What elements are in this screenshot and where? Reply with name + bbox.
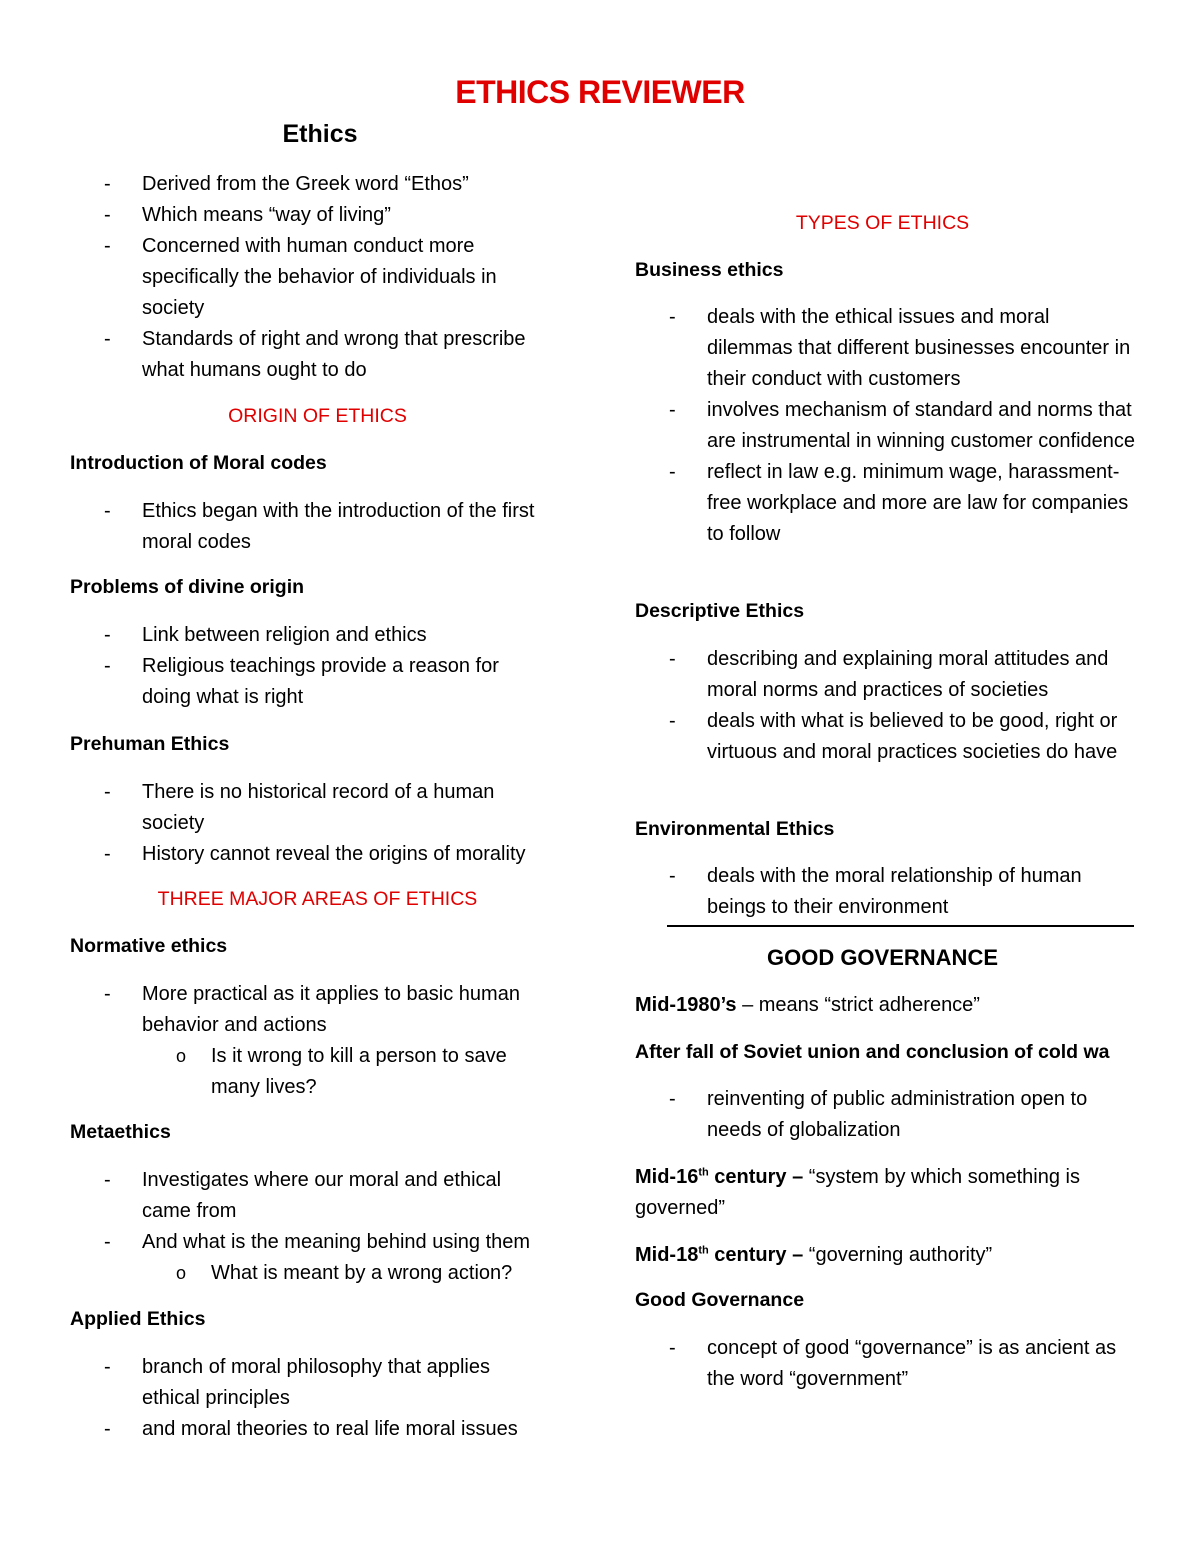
mid-16th-sup: th	[698, 1166, 709, 1179]
list-item: - And what is the meaning behind using them	[70, 1227, 570, 1258]
list-item: - reflect in law e.g. minimum wage, harassment-free workplace and more are law for companies to follow	[635, 457, 1140, 550]
list-item: - concept of good “governance” is as ancient as the word “government”	[635, 1333, 1140, 1395]
mid-1980s-line	[635, 994, 980, 1017]
list-item: - Link between religion and ethics	[70, 620, 570, 651]
metaethics-list	[70, 1165, 570, 1289]
good-governance-list	[635, 1333, 1140, 1395]
list-item: - branch of moral philosophy that applies ethical principles	[70, 1352, 570, 1414]
prehuman-list	[70, 777, 570, 870]
origin-heading: ORIGIN OF ETHICS	[228, 405, 407, 427]
list-item: - Which means “way of living”	[70, 200, 570, 231]
mid-18th-label-rest: century –	[708, 1244, 809, 1266]
descriptive-ethics-list	[635, 644, 1140, 768]
sub-list-item: o What is meant by a wrong action?	[70, 1258, 570, 1289]
list-item: - Standards of right and wrong that prescribe what humans ought to do	[70, 324, 570, 386]
moral-codes-list	[70, 496, 570, 558]
moral-codes-title: Introduction of Moral codes	[70, 452, 327, 474]
list-item: - Derived from the Greek word “Ethos”	[70, 169, 570, 200]
mid-16th-label-rest: century –	[708, 1166, 809, 1188]
applied-title: Applied Ethics	[70, 1308, 206, 1330]
list-item: - deals with what is believed to be good, right or virtuous and moral practices societies do have	[635, 706, 1140, 768]
list-item: - Ethics began with the introduction of the first moral codes	[70, 496, 570, 558]
metaethics-title: Metaethics	[70, 1121, 171, 1143]
mid-16th-line	[635, 1162, 1135, 1224]
list-item: - There is no historical record of a human society	[70, 777, 570, 839]
normative-title: Normative ethics	[70, 935, 228, 957]
list-item: - describing and explaining moral attitudes and moral norms and practices of societies	[635, 644, 1140, 706]
list-item: - More practical as it applies to basic human behavior and actions	[70, 979, 570, 1041]
soviet-list	[635, 1084, 1140, 1146]
divine-origin-title: Problems of divine origin	[70, 576, 305, 598]
environmental-ethics-list	[635, 861, 1140, 923]
mid-18th-text: “governing authority”	[808, 1244, 993, 1266]
mid-18th-line	[635, 1240, 1135, 1271]
list-item: - deals with the moral relationship of human beings to their environment	[635, 861, 1140, 923]
normative-list	[70, 979, 570, 1103]
sub-list-item: o Is it wrong to kill a person to save many lives?	[70, 1041, 570, 1103]
ethics-definition-list	[70, 169, 570, 386]
business-ethics-title: Business ethics	[635, 259, 784, 281]
applied-list	[70, 1352, 570, 1445]
environmental-ethics-title: Environmental Ethics	[635, 818, 835, 840]
page-title: ETHICS REVIEWER	[455, 74, 745, 110]
mid-16th-text: “system by which something is governed”	[635, 1166, 1080, 1219]
mid-1980s-label: Mid-1980’s	[635, 994, 737, 1016]
list-item: - and moral theories to real life moral issues	[70, 1414, 570, 1445]
list-item: - History cannot reveal the origins of morality	[70, 839, 570, 870]
soviet-title: After fall of Soviet union and conclusion of cold wa	[635, 1041, 1110, 1063]
section-divider	[667, 925, 1134, 927]
descriptive-ethics-title: Descriptive Ethics	[635, 600, 805, 622]
business-ethics-list	[635, 302, 1140, 550]
list-item: - reinventing of public administration open to needs of globalization	[635, 1084, 1140, 1146]
list-item: - Religious teachings provide a reason for doing what is right	[70, 651, 570, 713]
mid-16th-label: Mid-16	[635, 1166, 699, 1188]
mid-1980s-text: – means “strict adherence”	[736, 994, 980, 1016]
good-governance-title: Good Governance	[635, 1289, 805, 1311]
mid-18th-sup: th	[698, 1244, 709, 1257]
prehuman-title: Prehuman Ethics	[70, 733, 230, 755]
divine-origin-list	[70, 620, 570, 713]
list-item: - deals with the ethical issues and moral dilemmas that different businesses encounter in their conduct with customers	[635, 302, 1140, 395]
types-heading: TYPES OF ETHICS	[795, 212, 970, 234]
list-item: - Concerned with human conduct more specifically the behavior of individuals in society	[70, 231, 570, 324]
list-item: - involves mechanism of standard and norms that are instrumental in winning customer confidence	[635, 395, 1140, 457]
areas-heading: THREE MAJOR AREAS OF ETHICS	[157, 888, 478, 910]
list-item: - Investigates where our moral and ethical came from	[70, 1165, 570, 1227]
mid-18th-label: Mid-18	[635, 1244, 699, 1266]
ethics-heading: Ethics	[282, 120, 358, 148]
governance-heading: GOOD GOVERNANCE	[766, 945, 999, 970]
